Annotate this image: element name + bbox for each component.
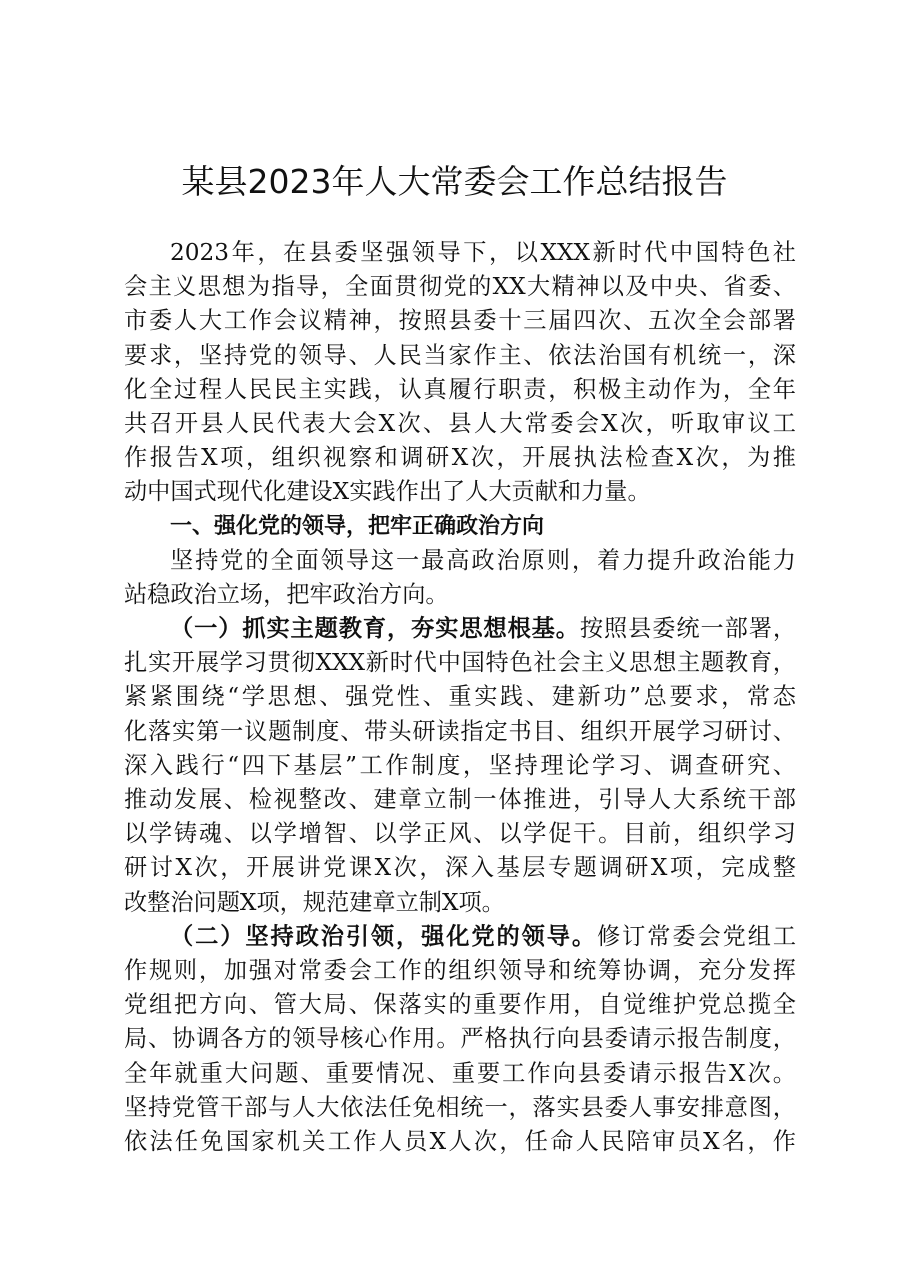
paragraph-subsection-2 [124, 920, 796, 1159]
text-line-rest: 修订常委会党组工 [597, 922, 796, 950]
subsection-lead: （一）抓实主题教育，夯实思想根基。 [170, 615, 580, 643]
text-line: 要求，坚持党的领导、人民当家作主、依法治国有机统一，深 [124, 341, 796, 369]
text-line-rest: 按照县委统一部署， [579, 615, 796, 643]
text-line: 作规则，加强对常委会工作的组织领导和统筹协调，充分发挥 [124, 956, 796, 984]
text-line: 化落实第一议题制度、带头研读指定书目、组织开展学习研讨、 [124, 717, 796, 745]
text-line: 以学铸魂、以学增智、以学正风、以学促干。目前，组织学习 [124, 820, 796, 848]
paragraph-subsection-1 [124, 612, 796, 920]
text-line: 会主义思想为指导，全面贯彻党的XX大精神以及中央、省委、 [124, 273, 796, 301]
text-line: 紧紧围绕“学思想、强党性、重实践、建新功”总要求，常态 [124, 683, 796, 711]
text-line: 党组把方向、管大局、保落实的重要作用，自觉维护党总揽全 [124, 991, 796, 1019]
text-line [124, 612, 796, 646]
text-line: 改整治问题X项，规范建章立制X项。 [124, 888, 505, 916]
paragraph-intro [124, 236, 796, 510]
paragraph-section-intro [124, 544, 796, 612]
text-line: 站稳政治立场，把牢政治方向。 [124, 580, 449, 608]
text-line: 局、协调各方的领导核心作用。严格执行向县委请示报告制度， [124, 1025, 796, 1053]
text-line: 推动发展、检视整改、建章立制一体推进，引导人大系统干部 [124, 786, 796, 813]
document-title: 某县2023年人大常委会工作总结报告 [181, 162, 728, 201]
text-line: 市委人大工作会议精神，按照县委十三届四次、五次全会部署 [124, 307, 796, 335]
subsection-lead: （二）坚持政治引领，强化党的领导。 [170, 922, 597, 950]
text-line: 动中国式现代化建设X实践作出了人大贡献和力量。 [124, 478, 651, 506]
text-line: 共召开县人民代表大会X次、县人大常委会X次，听取审议工 [124, 409, 796, 437]
text-line: 坚持党的全面领导这一最高政治原则，着力提升政治能力 [170, 546, 796, 574]
text-line: 扎实开展学习贯彻XXX新时代中国特色社会主义思想主题教育， [124, 649, 796, 677]
text-line [124, 920, 796, 954]
text-line: 化全过程人民民主实践，认真履行职责，积极主动作为，全年 [124, 375, 796, 403]
section-heading [124, 510, 796, 544]
text-line: 全年就重大问题、重要情况、重要工作向县委请示报告X次。 [124, 1059, 796, 1087]
section-heading-text: 一、强化党的领导，把牢正确政治方向 [170, 513, 545, 539]
text-line: 深入践行“四下基层”工作制度，坚持理论学习、调查研究、 [124, 751, 796, 779]
text-line: 坚持党管干部与人大依法任免相统一，落实县委人事安排意图， [124, 1093, 796, 1121]
document-body [124, 236, 796, 1159]
text-line: 研讨X次，开展讲党课X次，深入基层专题调研X项，完成整 [124, 854, 796, 882]
text-line: 依法任免国家机关工作人员X人次，任命人民陪审员X名，作 [124, 1127, 796, 1155]
text-line: 2023年，在县委坚强领导下，以XXX新时代中国特色社 [170, 239, 796, 266]
text-line: 作报告X项，组织视察和调研X次，开展执法检查X次，为推 [124, 444, 796, 472]
